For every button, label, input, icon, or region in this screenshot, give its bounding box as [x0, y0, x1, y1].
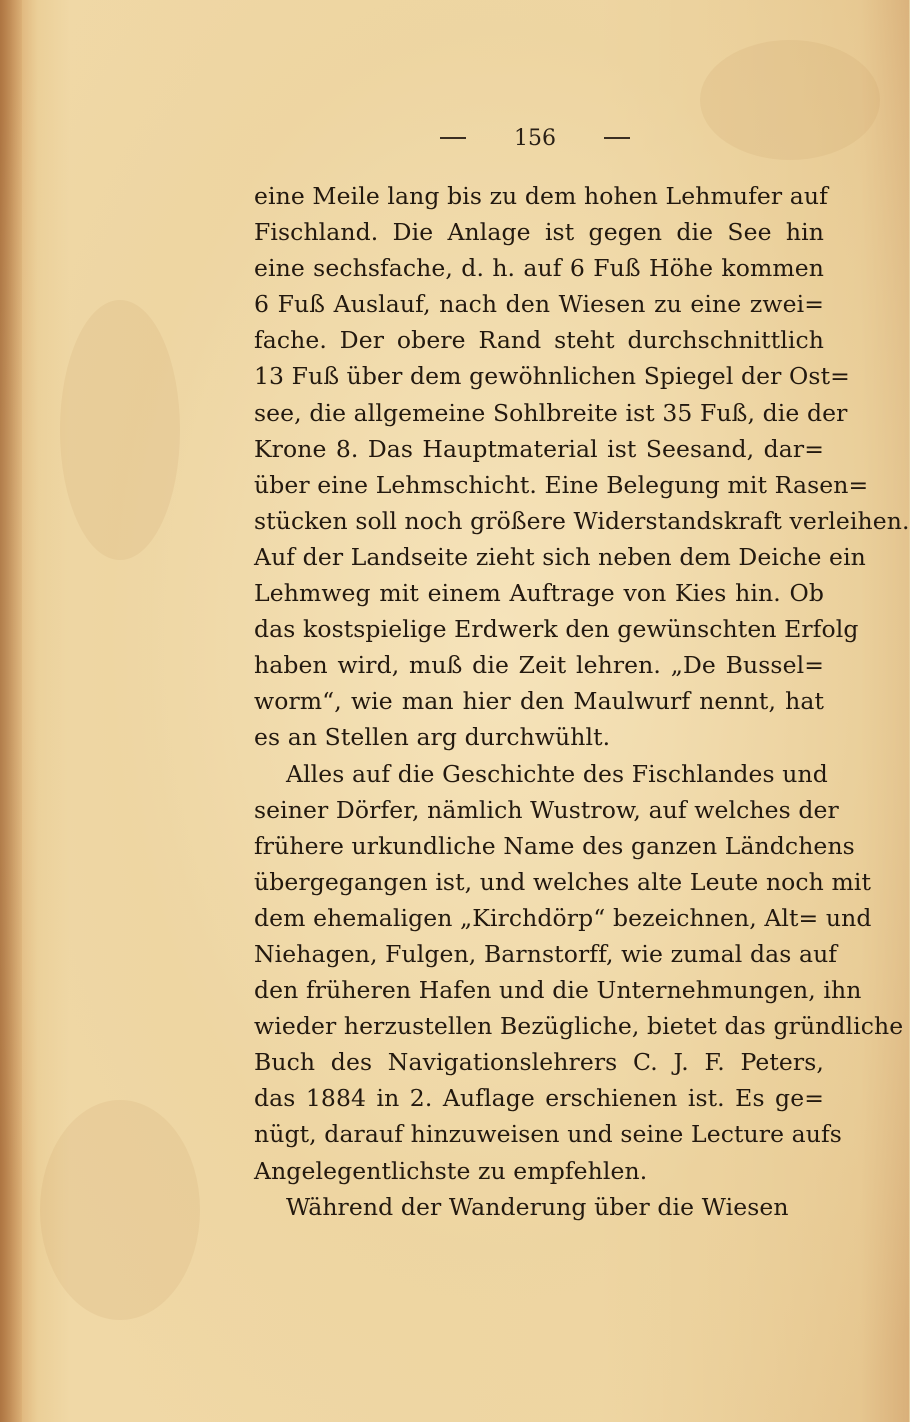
text-line: Auf der Landseite zieht sich neben dem Deiche ein — [254, 542, 866, 571]
page-edge-shadow — [0, 0, 22, 1422]
text-line: worm“, wie man hier den Maulwurf nennt, hat — [254, 687, 824, 716]
text-line: fache. Der obere Rand steht durchschnittlich — [254, 326, 824, 355]
text-line: über eine Lehmschicht. Eine Belegung mit Rasen= — [254, 470, 869, 499]
text-line: das kostspielige Erdwerk den gewünschten Erfolg — [254, 615, 859, 644]
text-line: eine Meile lang bis zu dem hohen Lehmufer auf — [254, 182, 828, 210]
paper-stain — [40, 1100, 200, 1320]
text-line: übergegangen ist, und welches alte Leute noch mit — [254, 867, 872, 896]
paper-stain — [60, 300, 180, 560]
text-line: Krone 8. Das Hauptmaterial ist Seesand, dar= — [254, 434, 824, 463]
text-line: Fischland. Die Anlage ist gegen die See hin — [254, 218, 824, 247]
text-line: den früheren Hafen und die Unternehmungen, ihn — [254, 976, 862, 1005]
text-line: Angelegentlichste zu empfehlen. — [254, 1156, 648, 1185]
text-line: Niehagen, Fulgen, Barnstorff, wie zumal das auf — [254, 939, 838, 968]
text-line: 6 Fuß Auslauf, nach den Wiesen zu eine zwei= — [254, 290, 824, 319]
paper-stain — [700, 40, 880, 160]
text-line: stücken soll noch größere Widerstandskraft verleihen. — [254, 506, 910, 535]
body-text — [254, 178, 910, 1225]
text-line: nügt, darauf hinzuweisen und seine Lecture aufs — [254, 1120, 842, 1149]
text-line: Buch des Navigationslehrers C. J. F. Peters, — [254, 1048, 824, 1077]
text-line: see, die allgemeine Sohlbreite ist 35 Fuß, die der — [254, 398, 848, 427]
page-number: 156 — [514, 125, 556, 151]
text-line: es an Stellen arg durchwühlt. — [254, 723, 611, 752]
text-line: seiner Dörfer, nämlich Wustrow, auf welches der — [254, 795, 839, 824]
text-line: haben wird, muß die Zeit lehren. „De Bussel= — [254, 651, 824, 680]
header-dash-right — [604, 137, 630, 139]
text-line: eine sechsfache, d. h. auf 6 Fuß Höhe kommen — [254, 254, 824, 283]
text-line: Während der Wanderung über die Wiesen — [286, 1192, 789, 1221]
text-line: frühere urkundliche Name des ganzen Ländchens — [254, 831, 855, 860]
text-line: 13 Fuß über dem gewöhnlichen Spiegel der Ost= — [254, 362, 850, 391]
text-line: dem ehemaligen „Kirchdörp“ bezeichnen, Alt= und — [254, 903, 872, 932]
text-line: Alles auf die Geschichte des Fischlandes und — [286, 759, 828, 788]
page-header — [440, 118, 630, 158]
header-dash-left — [440, 137, 466, 139]
text-line: Lehmweg mit einem Auftrage von Kies hin. Ob — [254, 579, 824, 608]
text-line: wieder herzustellen Bezügliche, bietet das gründliche — [254, 1012, 904, 1041]
text-line: das 1884 in 2. Auflage erschienen ist. Es ge= — [254, 1084, 824, 1113]
